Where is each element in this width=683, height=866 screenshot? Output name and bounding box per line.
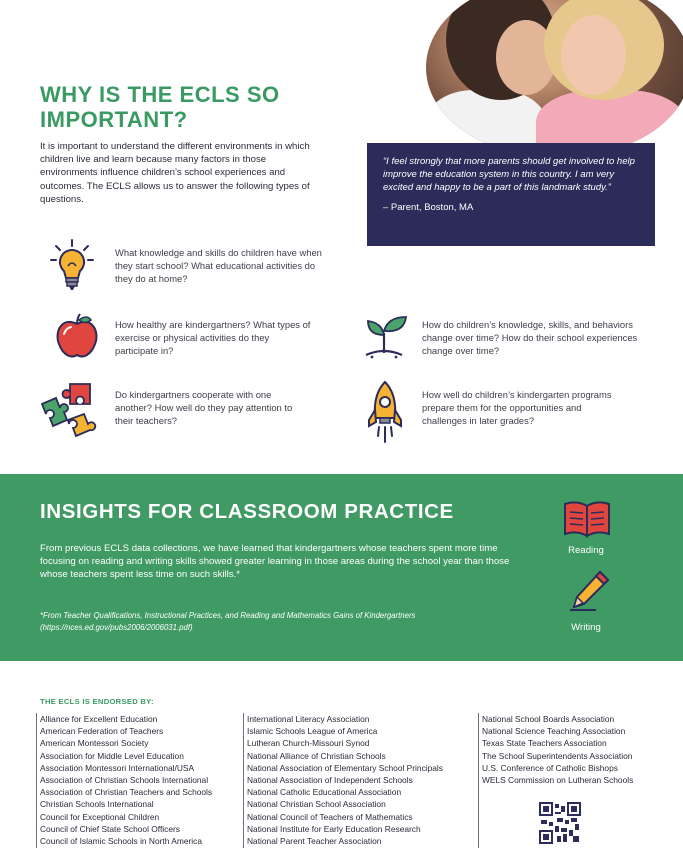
- endorser-item: National Alliance of Christian Schools: [247, 750, 386, 761]
- intro-paragraph: It is important to understand the different environments in which children live and learn because many factors in those environments influence children’s school experiences and outcomes. The ECLS allows us to answer the following types of questions.: [40, 141, 310, 205]
- lightbulb-icon: [50, 238, 94, 294]
- endorser-item: Lutheran Church-Missouri Synod: [247, 738, 370, 749]
- endorser-column-1: [40, 713, 212, 847]
- endorser-item: National Parent Teacher Association: [247, 836, 382, 847]
- endorser-item: Council for Exceptional Children: [40, 811, 160, 822]
- question-knowledge: What knowledge and skills do children have when they start school? What educational activities do they do at home?: [115, 247, 322, 284]
- page-title: WHY IS THE ECLS SO IMPORTANT?: [40, 82, 280, 132]
- endorser-item: National Association of Independent Schools: [247, 775, 413, 786]
- endorser-item: WELS Commission on Lutheran Schools: [482, 775, 634, 786]
- endorser-column-3: [482, 713, 633, 786]
- endorser-item: The School Superintendents Association: [482, 750, 633, 761]
- sprout-icon: [358, 313, 410, 359]
- column-divider: [478, 713, 479, 848]
- endorser-item: National Christian School Association: [247, 799, 386, 810]
- endorser-item: Alliance for Excellent Education: [40, 714, 158, 724]
- endorser-item: Islamic Schools League of America: [247, 726, 378, 737]
- insights-footnote: *From Teacher Qualifications, Instructional Practices, and Reading and Mathematics Gains of Kindergartners (https://nces.ed.gov/pubs2006/2006031.pdf): [40, 611, 416, 632]
- apple-icon: [54, 312, 100, 360]
- question-cooperation: Do kindergartners cooperate with one another? How well do they pay attention to their teachers?: [115, 389, 293, 426]
- column-divider: [36, 713, 37, 848]
- endorser-item: International Literacy Association: [247, 714, 370, 724]
- endorser-item: Council of Chief State School Officers: [40, 823, 180, 834]
- column-divider: [243, 713, 244, 848]
- endorser-item: National Institute for Early Education Research: [247, 823, 421, 834]
- endorser-column-2: [247, 713, 443, 847]
- endorser-item: American Montessori Society: [40, 738, 149, 749]
- rocket-icon: [367, 380, 403, 448]
- endorser-item: National Council of Teachers of Mathematics: [247, 811, 413, 822]
- endorser-item: National School Boards Association: [482, 714, 615, 724]
- book-icon: [562, 500, 612, 540]
- insights-title: INSIGHTS FOR CLASSROOM PRACTICE: [40, 500, 454, 523]
- endorser-item: Association Montessori International/USA: [40, 762, 195, 773]
- mother-daughter-photo: [426, 0, 683, 155]
- endorser-item: American Federation of Teachers: [40, 726, 164, 737]
- question-health: How healthy are kindergartners? What types of exercise or physical activities do they participate in?: [115, 319, 311, 356]
- pencil-icon: [566, 570, 612, 612]
- endorser-item: Association for Middle Level Education: [40, 750, 184, 761]
- insights-section: [0, 474, 683, 661]
- parent-quote-box: [367, 143, 655, 246]
- endorser-item: National Association of Elementary School Principals: [247, 762, 443, 773]
- qr-code[interactable]: [539, 802, 581, 844]
- endorser-item: National Science Teaching Association: [482, 726, 626, 737]
- endorser-item: National Catholic Educational Association: [247, 787, 402, 798]
- insights-text: From previous ECLS data collections, we have learned that kindergartners whose teachers spent more time focusing on reading and writing skills showed greater learning in those areas during the school year than those whose teachers spent less time on such skills.*: [40, 543, 510, 581]
- endorser-item: Association of Christian Schools International: [40, 775, 209, 786]
- endorser-item: Christian Schools International: [40, 799, 154, 810]
- endorser-item: U.S. Conference of Catholic Bishops: [482, 762, 618, 773]
- endorser-item: Association of Christian Teachers and Schools: [40, 787, 213, 798]
- reading-label: Reading: [568, 545, 604, 556]
- question-preparation: How well do children’s kindergarten programs prepare them for the opportunities and challenges in later grades?: [422, 389, 612, 426]
- endorsed-title: THE ECLS IS ENDORSED BY:: [40, 697, 154, 706]
- puzzle-icon: [40, 382, 98, 440]
- endorser-item: Texas State Teachers Association: [482, 738, 607, 749]
- question-change: How do children’s knowledge, skills, and behaviors change over time? How do their school experiences change over time?: [422, 319, 638, 356]
- writing-label: Writing: [571, 622, 601, 633]
- endorser-item: Council of Islamic Schools in North America: [40, 836, 202, 847]
- quote-attribution: – Parent, Boston, MA: [383, 202, 474, 213]
- quote-text: “I feel strongly that more parents should get involved to help improve the education system in this country. I am very excited and happy to be a part of this landmark study.”: [383, 156, 635, 193]
